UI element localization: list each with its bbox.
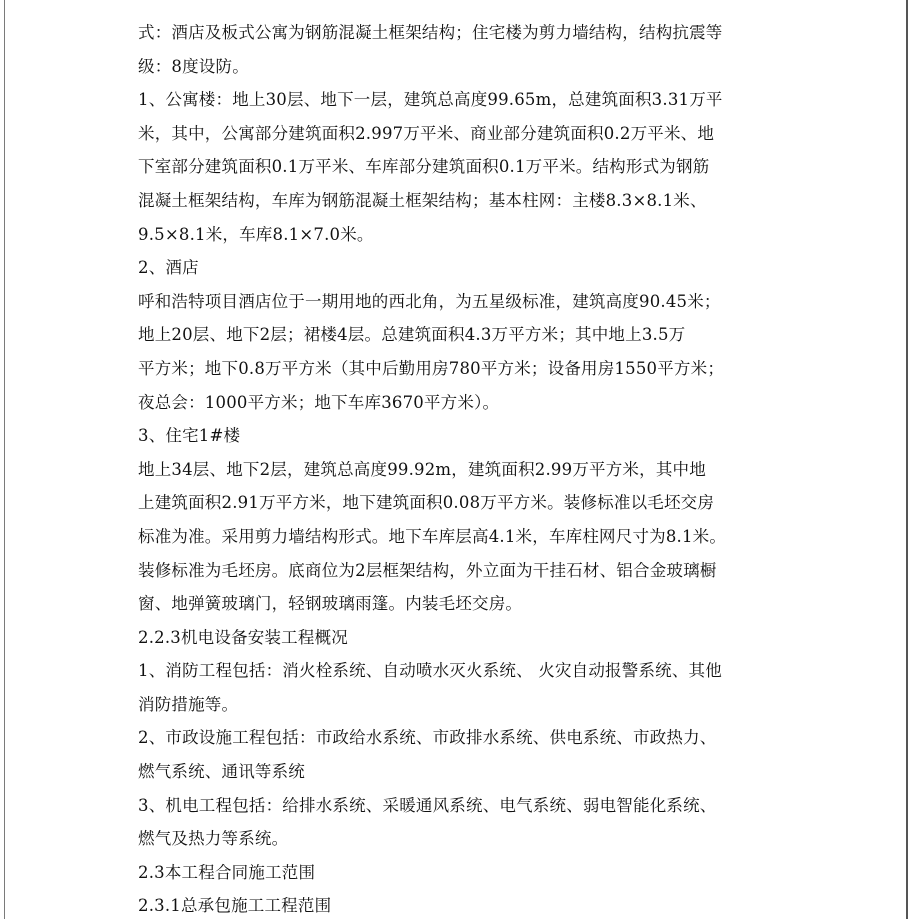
paragraph-line: 呼和浩特项目酒店位于一期用地的西北角，为五星级标准，建筑高度90.45米； [138,291,721,311]
paragraph-line: 平方米；地下0.8万平方米（其中后勤用房780平方米；设备用房1550平方米； [138,358,725,378]
paragraph-line: 装修标准为毛坯房。底商位为2层框架结构，外立面为干挂石材、铝合金玻璃橱 [138,560,717,580]
paragraph-line: 式：酒店及板式公寓为钢筋混凝土框架结构；住宅楼为剪力墙结构，结构抗震等 [138,23,723,42]
paragraph-line: 地上20层、地下2层；裙楼4层。总建筑面积4.3万平方米；其中地上3.5万 [138,325,686,345]
document-body [138,16,788,919]
section-heading: 2.3.1总承包施工工程范围 [138,896,332,916]
paragraph-line: 1、公寓楼：地上30层、地下一层，建筑总高度99.65m，总建筑面积3.31万平 [138,90,723,110]
paragraph-line: 消防措施等。 [138,694,239,714]
paragraph-line: 夜总会：1000平方米；地下车库3670平方米）。 [138,392,500,412]
page-right-border [906,0,908,919]
section-heading: 2、酒店 [138,258,199,278]
paragraph-line: 燃气系统、通讯等系统 [138,762,305,782]
paragraph-line: 地上34层、地下2层，建筑总高度99.92m，建筑面积2.99万平方米，其中地 [138,459,706,479]
page-left-border [4,0,5,919]
paragraph-line: 混凝土框架结构，车库为钢筋混凝土框架结构；基本柱网：主楼8.3×8.1米、 [138,190,707,210]
paragraph-line: 标准为准。采用剪力墙结构形式。地下车库层高4.1米，车库柱网尺寸为8.1米。 [138,526,727,546]
paragraph-line: 级：8度设防。 [138,56,249,76]
paragraph-line: 上建筑面积2.91万平方米，地下建筑面积0.08万平方米。装修标准以毛坯交房 [138,493,715,513]
section-heading: 2.3本工程合同施工范围 [138,862,316,882]
paragraph-line: 9.5×8.1米，车库8.1×7.0米。 [138,224,374,244]
paragraph-line: 2、市政设施工程包括：市政给水系统、市政排水系统、供电系统、市政热力、 [138,728,717,748]
paragraph-line: 燃气及热力等系统。 [138,829,289,849]
paragraph-line: 3、机电工程包括：给排水系统、采暖通风系统、电气系统、弱电智能化系统、 [138,795,717,815]
paragraph-line: 窗、地弹簧玻璃门，轻钢玻璃雨篷。内装毛坯交房。 [138,594,523,614]
paragraph-line: 下室部分建筑面积0.1万平米、车库部分建筑面积0.1万平米。结构形式为钢筋 [138,157,710,177]
paragraph-line: 米，其中，公寓部分建筑面积2.997万平米、商业部分建筑面积0.2万平米、地 [138,123,715,143]
section-heading: 2.2.3机电设备安装工程概况 [138,627,348,647]
section-heading: 3、住宅1#楼 [138,426,241,446]
paragraph-line: 1、消防工程包括：消火栓系统、自动喷水灭火系统、 火灾自动报警系统、其他 [138,661,722,681]
